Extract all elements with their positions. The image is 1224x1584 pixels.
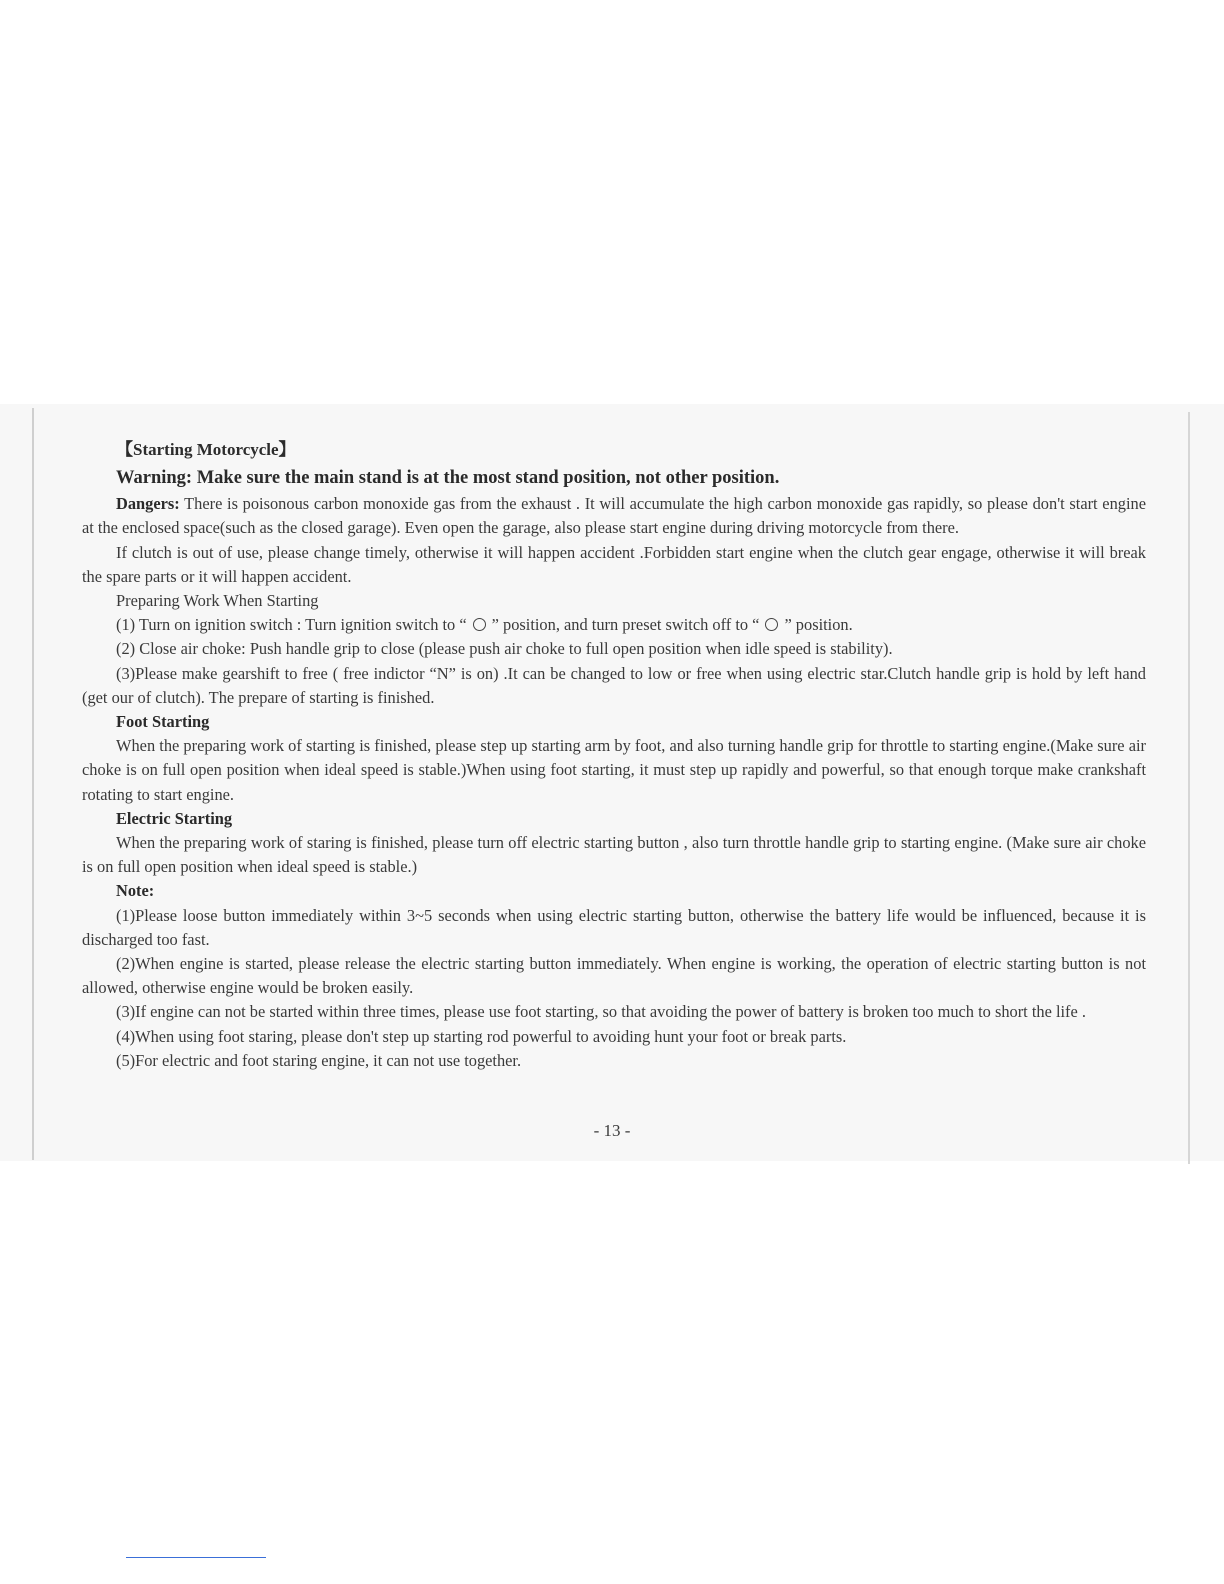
note-item-1: (1)Please loose button immediately within 3~5 seconds when using electric starting button, otherwise the battery life would be influenced, because it is discharged too fast. (82, 905, 1146, 949)
footnote-rule (126, 1557, 266, 1558)
manual-page-content (82, 438, 1146, 1073)
dangers-text: There is poisonous carbon monoxide gas from the exhaust . It will accumulate the high carbon monoxide gas rapidly, so please don't start engine at the enclosed space(such as the closed garage). Even open the garage, also please start engine during driving motorcycle from there. (82, 494, 1146, 538)
step1-text-c: ” position. (784, 615, 853, 635)
warning-text: Make sure the main stand is at the most stand position, not other position. (192, 468, 780, 489)
page-edge-right (1188, 412, 1190, 1164)
preset-off-symbol-icon (765, 618, 778, 631)
preparing-step-2: (2) Close air choke: Push handle grip to close (please push air choke to full open position when idle speed is stability). (116, 639, 893, 659)
foot-starting-title: Foot Starting (116, 712, 210, 732)
step1-text-a: (1) Turn on ignition switch : Turn ignition switch to “ (116, 615, 467, 635)
section-heading: 【Starting Motorcycle】 (116, 440, 296, 459)
note-item-3: (3)If engine can not be started within three times, please use foot starting, so that avoiding the power of battery is broken too much to short the life . (116, 1002, 1086, 1022)
note-title: Note: (116, 881, 155, 901)
note-item-2: (2)When engine is started, please release the electric starting button immediately. When engine is working, the operation of electric starting button is not allowed, otherwise engine would be broken easily. (82, 954, 1146, 998)
note-item-5: (5)For electric and foot staring engine, it can not use together. (116, 1050, 522, 1070)
warning-paragraph (82, 464, 1146, 492)
electric-starting-text: When the preparing work of staring is finished, please turn off electric starting button , also turn throttle handle grip to starting engine. (Make sure air choke is on full open position when ideal speed is stable.) (82, 833, 1146, 877)
note-item-4: (4)When using foot staring, please don't step up starting rod powerful to avoiding hunt your foot or break parts. (116, 1026, 847, 1046)
electric-starting-title: Electric Starting (116, 808, 233, 828)
preparing-title: Preparing Work When Starting (116, 591, 319, 611)
dangers-paragraph (82, 492, 1146, 540)
clutch-paragraph: If clutch is out of use, please change timely, otherwise it will happen accident .Forbidden start engine when the clutch gear engage, otherwise it will break the spare parts or it will happen accident. (82, 542, 1146, 586)
foot-starting-text: When the preparing work of starting is finished, please step up starting arm by foot, and also turning handle grip for throttle to starting engine.(Make sure air choke is on full open position when ideal speed is stable.)When using foot starting, it must step up rapidly and powerful, so that enough torque make crankshaft rotating to start engine. (82, 736, 1146, 804)
preparing-step-3: (3)Please make gearshift to free ( free indictor “N” is on) .It can be changed to low or free when using electric star.Clutch handle grip is hold by left hand (get our of clutch). The prepare of starting is finished. (82, 663, 1146, 707)
warning-label: Warning: (116, 468, 193, 489)
page-edge-left (32, 408, 34, 1160)
preparing-step-1 (82, 613, 1146, 637)
step1-text-b: ” position, and turn preset switch off to “ (491, 615, 760, 635)
ignition-off-symbol-icon (473, 618, 486, 631)
dangers-label: Dangers: (116, 494, 180, 514)
page-number: - 13 - (593, 1121, 631, 1140)
